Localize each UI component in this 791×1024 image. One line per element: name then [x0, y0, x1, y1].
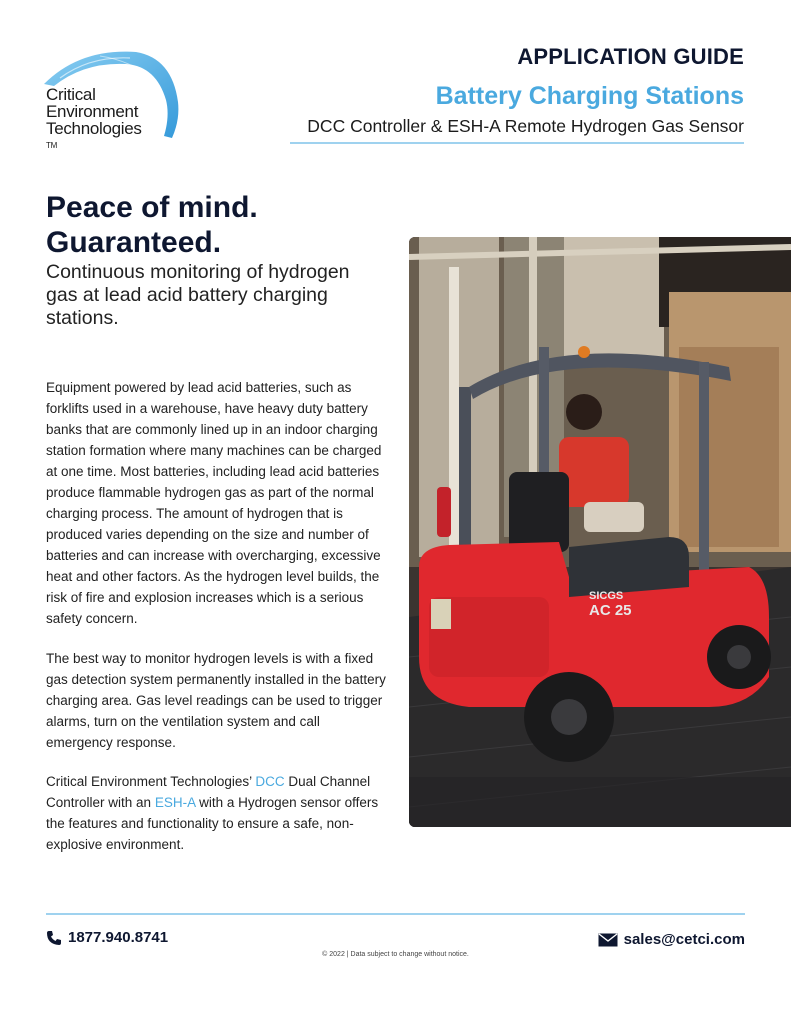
trademark: TM: [46, 141, 57, 150]
phone-number: 1877.940.8741: [68, 929, 169, 946]
document-title: Battery Charging Stations: [435, 82, 744, 110]
company-logo: [40, 44, 190, 150]
headline-line-2: Guaranteed.: [46, 226, 222, 259]
logo-line-2: Environment: [46, 102, 139, 121]
email-contact[interactable]: [598, 931, 745, 948]
document-subtitle: DCC Controller & ESH-A Remote Hydrogen Gas Sensor: [307, 116, 744, 136]
header-divider: [290, 142, 744, 144]
body-paragraph-2: The best way to monitor hydrogen levels is with a fixed gas detection system permanently installed in the battery charging area. Gas level readings can be used to trigger alarms, turn on the ventilation system and call emergency response.: [46, 651, 386, 750]
headline-line-1: Peace of mind.: [46, 191, 258, 224]
envelope-icon: [598, 933, 618, 947]
copyright-notice: © 2022 | Data subject to change without notice.: [322, 951, 469, 958]
p3-text-a: Critical Environment Technologies’: [46, 774, 256, 789]
logo-line-3: Technologies TM: [46, 120, 142, 154]
phone-icon: [46, 930, 62, 946]
model-plate-line-1: SICGS: [589, 590, 624, 602]
body-paragraph-3: [46, 771, 386, 855]
email-address: sales@cetci.com: [623, 931, 745, 948]
esh-a-link[interactable]: ESH-A: [154, 795, 196, 810]
logo-line-1: Critical: [46, 85, 96, 104]
p3-text-c: with a Hydrogen sensor offers the features and functionality to ensure a safe, non-explosive environment.: [46, 795, 379, 852]
forklift-photo: [409, 237, 791, 827]
intro-text: Continuous monitoring of hydrogen gas at lead acid battery charging stations.: [46, 261, 350, 329]
model-plate-line-2: AC 25: [589, 602, 632, 619]
document-type-label: APPLICATION GUIDE: [517, 44, 744, 69]
phone-contact[interactable]: [46, 929, 168, 946]
dcc-link[interactable]: DCC: [255, 774, 285, 789]
p3-text-b: Dual Channel Controller with an: [46, 774, 371, 810]
footer-divider: [46, 913, 745, 915]
body-paragraph-1: Equipment powered by lead acid batteries, such as forklifts used in a warehouse, have heavy duty battery banks that are commonly lined up in an indoor charging station formation where many machines can be charged at one time. Most batteries, including lead acid batteries produce flammable hydrogen gas as part of the normal charging process. The amount of hydrogen that is produced varies depending on the size and number of batteries and can increase with overcharging, excessive heat and other factors. As the hydrogen level builds, the risk of fire and explosion increases which is a serious safety concern.: [46, 380, 382, 626]
headline: [46, 190, 258, 260]
